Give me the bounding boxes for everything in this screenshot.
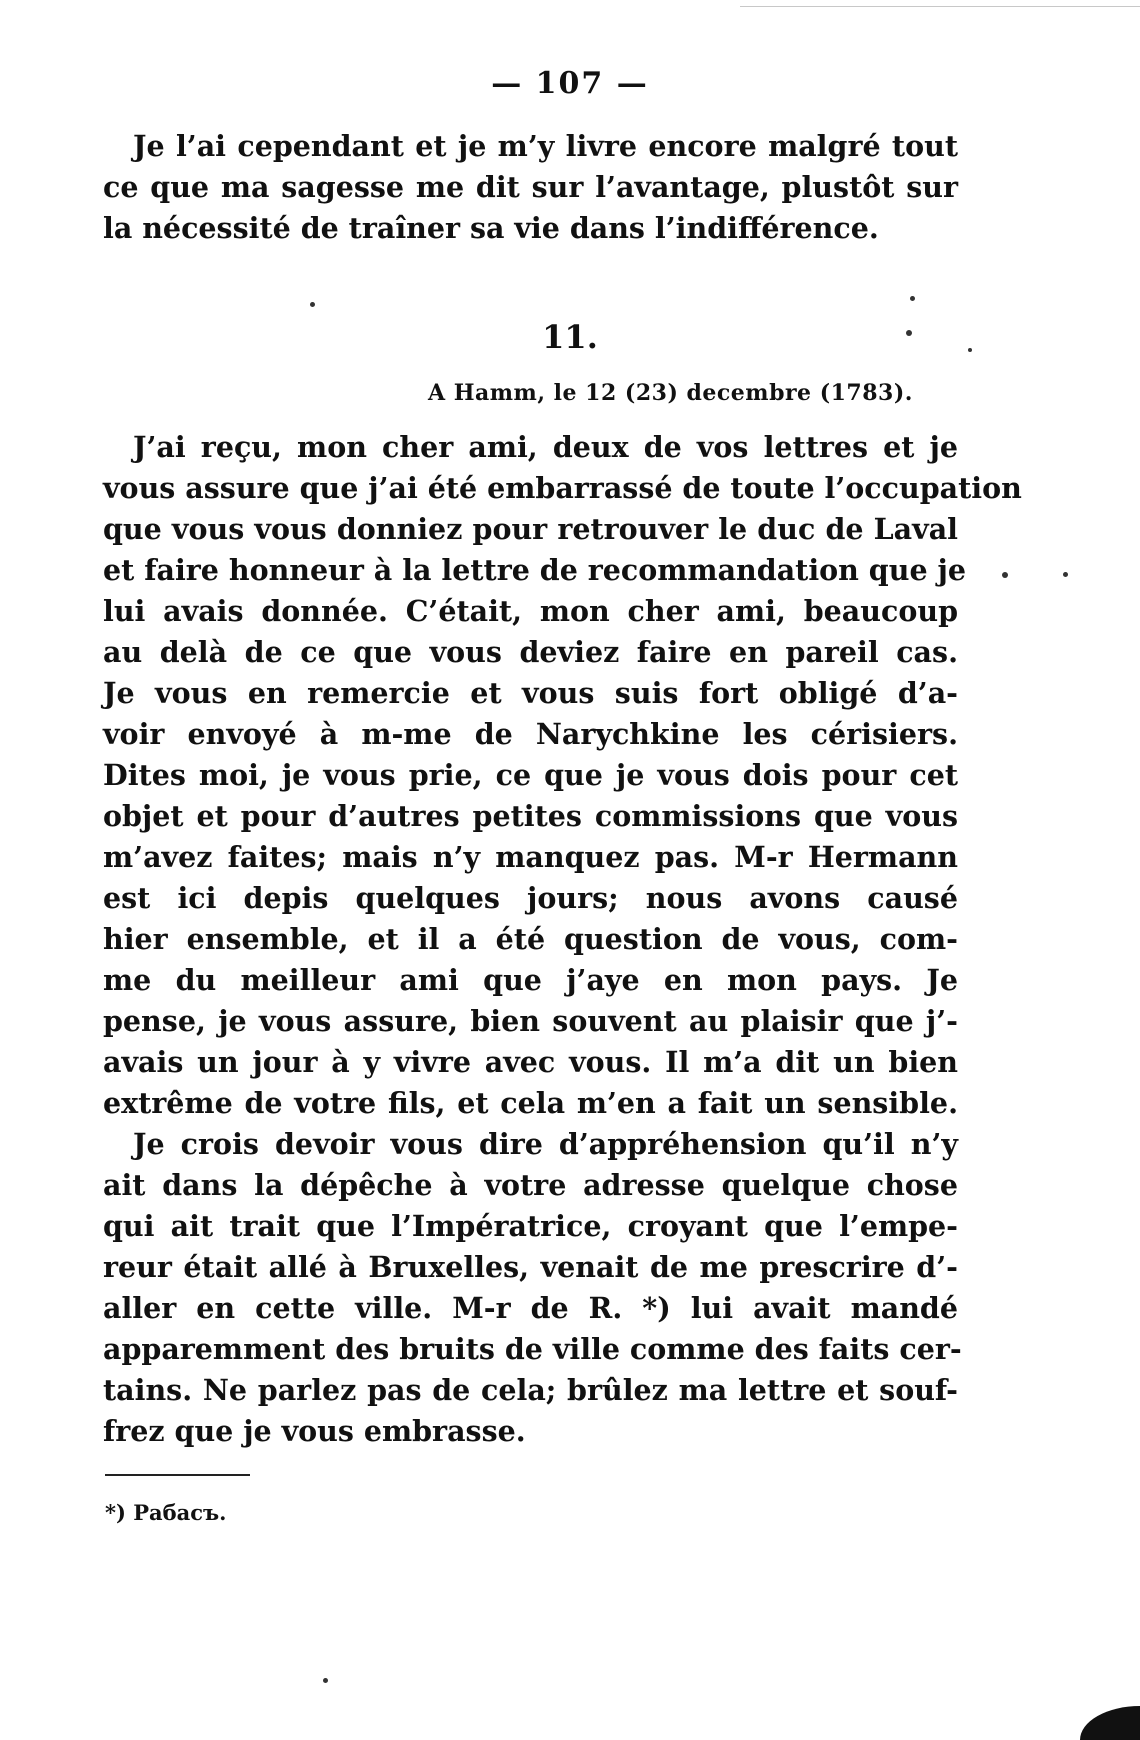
text-line: apparemment des bruits de ville comme des faits cer-: [103, 1332, 962, 1366]
letter-number: 11.: [542, 318, 598, 356]
letter-dateline: A Hamm, le 12 (23) decembre (1783).: [428, 380, 913, 406]
text-line: m’avez faites; mais n’y manquez pas. M-r Hermann: [103, 840, 958, 874]
page-number: — 107 —: [491, 66, 649, 101]
scan-speck: [1002, 572, 1008, 578]
text-line: la nécessité de traîner sa vie dans l’indifférence.: [103, 211, 879, 245]
text-line: aller en cette ville. M-r de R. *) lui avait mandé: [103, 1291, 958, 1325]
text-line: extrême de votre fils, et cela m’en a fait un sensible.: [103, 1086, 958, 1120]
scan-speck: [968, 348, 972, 352]
text-line: et faire honneur à la lettre de recommandation que je: [103, 553, 966, 587]
text-line: Je l’ai cependant et je m’y livre encore malgré tout: [133, 129, 958, 163]
scan-speck: [1063, 572, 1068, 577]
text-line: avais un jour à y vivre avec vous. Il m’a dit un bien: [103, 1045, 958, 1079]
corner-smudge: [1080, 1706, 1140, 1740]
top-edge-rule: [740, 6, 1140, 7]
footnote: *) Рабасъ.: [105, 1500, 227, 1525]
scan-speck: [310, 302, 315, 307]
text-line: pense, je vous assure, bien souvent au plaisir que j’-: [103, 1004, 958, 1038]
text-line: que vous vous donniez pour retrouver le duc de Laval: [103, 512, 958, 546]
text-line: Je crois devoir vous dire d’appréhension qu’il n’y: [133, 1127, 958, 1161]
text-line: Dites moi, je vous prie, ce que je vous dois pour cet: [103, 758, 958, 792]
text-line: J’ai reçu, mon cher ami, deux de vos lettres et je: [133, 430, 958, 464]
text-line: ce que ma sagesse me dit sur l’avantage, plustôt sur: [103, 170, 958, 204]
text-line: objet et pour d’autres petites commissions que vous: [103, 799, 958, 833]
text-line: Je vous en remercie et vous suis fort obligé d’a-: [103, 676, 958, 710]
text-line: est ici depis quelques jours; nous avons causé: [103, 881, 958, 915]
text-line: frez que je vous embrasse.: [103, 1414, 526, 1448]
text-line: qui ait trait que l’Impératrice, croyant que l’empe-: [103, 1209, 958, 1243]
text-line: reur était allé à Bruxelles, venait de me prescrire d’-: [103, 1250, 958, 1284]
text-line: vous assure que j’ai été embarrassé de toute l’occupation: [103, 471, 1022, 505]
text-line: tains. Ne parlez pas de cela; brûlez ma lettre et souf-: [103, 1373, 958, 1407]
text-line: lui avais donnée. C’était, mon cher ami, beaucoup: [103, 594, 958, 628]
text-line: voir envoyé à m-me de Narychkine les cérisiers.: [103, 717, 958, 751]
text-line: me du meilleur ami que j’aye en mon pays. Je: [103, 963, 958, 997]
scan-speck: [910, 296, 915, 301]
text-line: ait dans la dépêche à votre adresse quelque chose: [103, 1168, 958, 1202]
text-line: au delà de ce que vous deviez faire en pareil cas.: [103, 635, 958, 669]
scan-speck: [906, 330, 912, 336]
scan-speck: [323, 1678, 328, 1683]
footnote-rule: [105, 1474, 250, 1476]
text-line: hier ensemble, et il a été question de vous, com-: [103, 922, 958, 956]
